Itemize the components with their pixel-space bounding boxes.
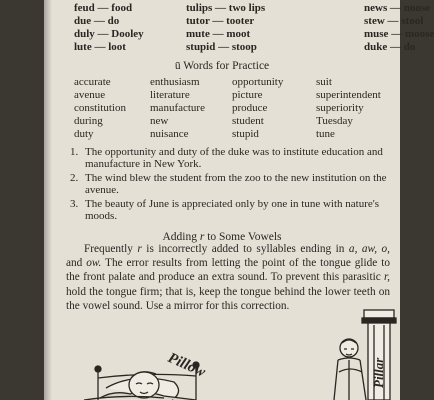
word-pair: stupid — stoop <box>186 41 257 53</box>
word-pair: due — do <box>74 15 120 27</box>
para-run: hold the tongue firm; that is, keep the tongue behind the lower teeth on the vowel sound. Use a mirror for this correction. <box>66 285 390 312</box>
para-run: Frequently <box>84 243 138 255</box>
practice-word: new <box>150 115 169 127</box>
pillar-word: Pillar <box>371 357 386 388</box>
practice-word: during <box>74 115 103 127</box>
para-run: The error results from letting the point of the tongue glide to the front palate and produce an extra sound. To prevent this parasitic <box>66 257 390 284</box>
sentence-text: The wind blew the student from the zoo to the new institution on the avenue. <box>85 172 387 196</box>
practice-word: picture <box>232 89 263 101</box>
section-title-var: r <box>199 231 205 243</box>
practice-word: enthusiasm <box>150 76 200 88</box>
practice-word: superintendent <box>316 89 381 101</box>
practice-word: avenue <box>74 89 106 101</box>
word-pair: mute — moot <box>186 28 251 40</box>
para-run: is incorrectly added to syllables ending in <box>141 243 349 255</box>
practice-word: nuisance <box>150 128 189 140</box>
sentence-number: 3. <box>70 198 79 210</box>
practice-heading: ū Words for Practice <box>174 60 270 72</box>
word-pair: duly — Dooley <box>74 28 144 40</box>
para-run: and <box>66 257 87 270</box>
illustration-pillow-pillar <box>44 0 400 400</box>
word-pair: duke — do <box>364 41 416 53</box>
sentence-number: 2. <box>70 172 79 184</box>
sentence-text: The opportunity and duty of the duke was to institute education and manufacture in New York. <box>85 146 383 170</box>
practice-word: manufacture <box>150 102 205 114</box>
word-pair: tutor — tooter <box>186 15 255 27</box>
practice-word: constitution <box>74 102 126 114</box>
pillow-word: Pillow <box>165 350 208 381</box>
section-title-suffix: to Some Vowels <box>204 231 282 243</box>
para-run-italic: r <box>137 243 142 255</box>
word-pair: stew — stool <box>364 15 424 27</box>
pillar-illustration <box>334 310 396 400</box>
practice-word: student <box>232 115 264 127</box>
practice-word: duty <box>74 128 94 140</box>
sentence-number: 1. <box>70 146 79 158</box>
word-pair: lute — loot <box>74 41 126 53</box>
page-gutter-shadow <box>44 0 52 400</box>
practice-word: tune <box>316 128 335 140</box>
para-run-italic: r, <box>384 271 390 284</box>
book-page <box>44 0 434 400</box>
word-pair: feud — food <box>74 2 133 14</box>
practice-word: Tuesday <box>316 115 353 127</box>
practice-word: literature <box>150 89 190 101</box>
section-title-prefix: Adding <box>162 231 200 243</box>
practice-word: produce <box>232 102 268 114</box>
word-pair: tulips — two lips <box>186 2 266 14</box>
para-run-italic: ow. <box>86 257 102 270</box>
sentence-text: The beauty of June is appreciated only by one in tune with nature's moods. <box>85 198 380 222</box>
word-pair: muse — moose <box>364 28 434 40</box>
practice-word: stupid <box>232 128 259 140</box>
practice-word: accurate <box>74 76 111 88</box>
practice-word: suit <box>316 76 332 88</box>
practice-word: superiority <box>316 102 364 114</box>
practice-word: opportunity <box>232 76 284 88</box>
word-pair: news — noose <box>364 2 431 14</box>
para-run-italic: a, aw, o, <box>348 243 390 255</box>
